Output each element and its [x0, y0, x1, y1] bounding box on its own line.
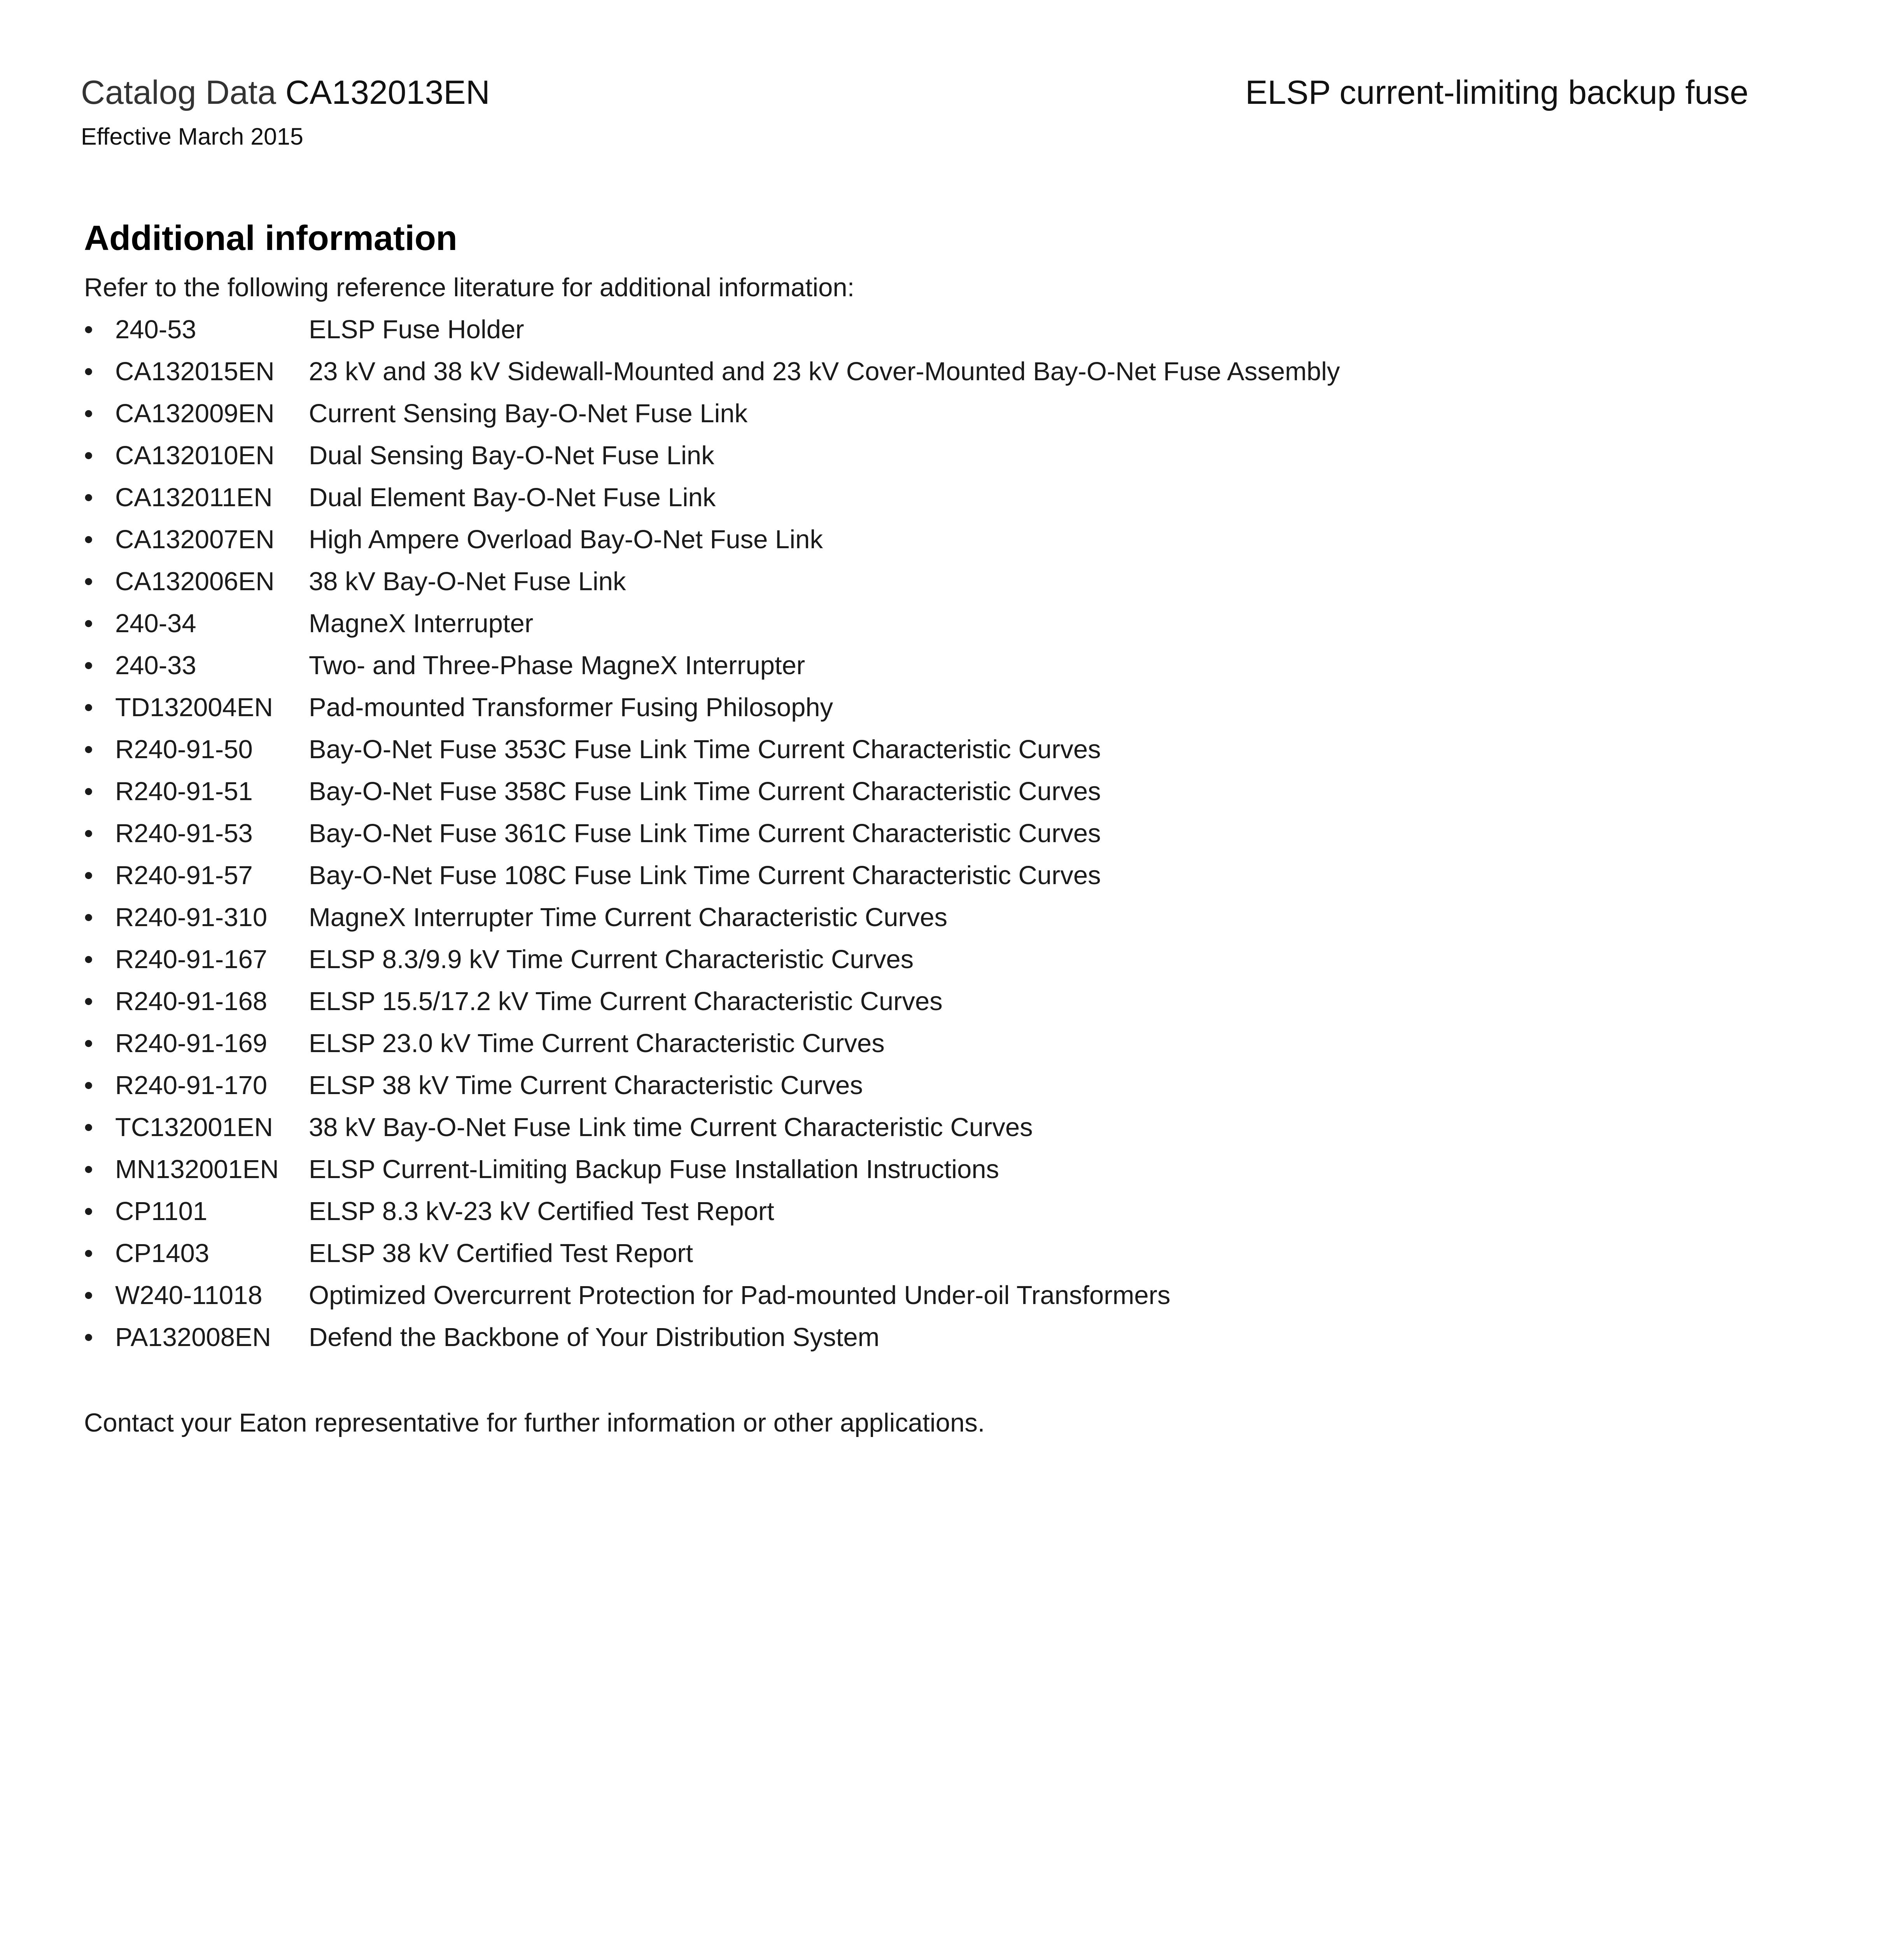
bullet-icon: •: [84, 315, 93, 344]
reference-code: 240-34: [115, 609, 196, 638]
reference-code: R240-91-168: [115, 987, 268, 1016]
reference-code: R240-91-51: [115, 777, 253, 806]
catalog-number: CA132013EN: [285, 74, 490, 111]
section-title: Additional information: [84, 219, 457, 258]
bullet-icon: •: [84, 441, 93, 470]
reference-code: CA132006EN: [115, 567, 275, 596]
reference-code: CA132015EN: [115, 357, 275, 386]
reference-description: Bay-O-Net Fuse 361C Fuse Link Time Current Characteristic Curves: [309, 819, 1101, 848]
reference-description: ELSP Fuse Holder: [309, 315, 524, 344]
reference-code: 240-53: [115, 315, 196, 344]
reference-code: MN132001EN: [115, 1155, 279, 1184]
reference-description: ELSP 38 kV Certified Test Report: [309, 1239, 693, 1268]
catalog-header: [81, 73, 490, 112]
reference-code: CA132009EN: [115, 399, 275, 428]
reference-description: MagneX Interrupter Time Current Characteristic Curves: [309, 903, 948, 932]
reference-code: R240-91-50: [115, 735, 253, 764]
reference-code: 240-33: [115, 651, 196, 680]
reference-code: CP1403: [115, 1239, 210, 1268]
reference-description: MagneX Interrupter: [309, 609, 534, 638]
reference-code: W240-11018: [115, 1281, 262, 1310]
reference-description: ELSP 8.3/9.9 kV Time Current Characteristic Curves: [309, 945, 914, 974]
intro-text: Refer to the following reference literature for additional information:: [84, 273, 855, 302]
contact-note: Contact your Eaton representative for further information or other applications.: [84, 1408, 985, 1437]
reference-code: CA132010EN: [115, 441, 275, 470]
reference-code: R240-91-310: [115, 903, 268, 932]
reference-description: Dual Sensing Bay-O-Net Fuse Link: [309, 441, 714, 470]
reference-code: R240-91-167: [115, 945, 268, 974]
bullet-icon: •: [84, 609, 93, 638]
reference-code: R240-91-53: [115, 819, 253, 848]
reference-description: Pad-mounted Transformer Fusing Philosophy: [309, 693, 833, 722]
bullet-icon: •: [84, 945, 93, 974]
reference-description: High Ampere Overload Bay-O-Net Fuse Link: [309, 525, 823, 554]
product-title: ELSP current-limiting backup fuse: [1245, 74, 1748, 111]
bullet-icon: •: [84, 1071, 93, 1100]
reference-description: ELSP 23.0 kV Time Current Characteristic Curves: [309, 1029, 885, 1058]
bullet-icon: •: [84, 525, 93, 554]
bullet-icon: •: [84, 651, 93, 680]
reference-description: Bay-O-Net Fuse 108C Fuse Link Time Current Characteristic Curves: [309, 861, 1101, 890]
bullet-icon: •: [84, 903, 93, 932]
bullet-icon: •: [84, 1029, 93, 1058]
reference-code: R240-91-170: [115, 1071, 268, 1100]
reference-description: 38 kV Bay-O-Net Fuse Link: [309, 567, 626, 596]
bullet-icon: •: [84, 861, 93, 890]
bullet-icon: •: [84, 1155, 93, 1184]
reference-description: Optimized Overcurrent Protection for Pad-mounted Under-oil Transformers: [309, 1281, 1171, 1310]
bullet-icon: •: [84, 735, 93, 764]
bullet-icon: •: [84, 1239, 93, 1268]
reference-description: Current Sensing Bay-O-Net Fuse Link: [309, 399, 748, 428]
reference-description: Bay-O-Net Fuse 358C Fuse Link Time Current Characteristic Curves: [309, 777, 1101, 806]
bullet-icon: •: [84, 1197, 93, 1226]
reference-description: 38 kV Bay-O-Net Fuse Link time Current Characteristic Curves: [309, 1113, 1033, 1142]
reference-code: CA132011EN: [115, 483, 273, 512]
reference-description: Two- and Three-Phase MagneX Interrupter: [309, 651, 805, 680]
reference-description: ELSP 15.5/17.2 kV Time Current Characteristic Curves: [309, 987, 943, 1016]
bullet-icon: •: [84, 1281, 93, 1310]
bullet-icon: •: [84, 357, 93, 386]
reference-code: PA132008EN: [115, 1323, 271, 1352]
reference-code: R240-91-169: [115, 1029, 268, 1058]
reference-code: TC132001EN: [115, 1113, 273, 1142]
bullet-icon: •: [84, 819, 93, 848]
reference-description: Defend the Backbone of Your Distribution System: [309, 1323, 880, 1352]
reference-code: TD132004EN: [115, 693, 273, 722]
reference-description: 23 kV and 38 kV Sidewall-Mounted and 23 kV Cover-Mounted Bay-O-Net Fuse Assembly: [309, 357, 1340, 386]
bullet-icon: •: [84, 399, 93, 428]
catalog-label: Catalog Data: [81, 74, 276, 111]
bullet-icon: •: [84, 483, 93, 512]
reference-code: CP1101: [115, 1197, 208, 1226]
bullet-icon: •: [84, 987, 93, 1016]
reference-code: R240-91-57: [115, 861, 253, 890]
reference-description: ELSP 38 kV Time Current Characteristic Curves: [309, 1071, 863, 1100]
reference-description: ELSP 8.3 kV-23 kV Certified Test Report: [309, 1197, 774, 1226]
bullet-icon: •: [84, 567, 93, 596]
bullet-icon: •: [84, 777, 93, 806]
reference-description: Bay-O-Net Fuse 353C Fuse Link Time Current Characteristic Curves: [309, 735, 1101, 764]
bullet-icon: •: [84, 1323, 93, 1352]
reference-description: ELSP Current-Limiting Backup Fuse Installation Instructions: [309, 1155, 999, 1184]
effective-date: Effective March 2015: [81, 123, 303, 150]
reference-code: CA132007EN: [115, 525, 275, 554]
bullet-icon: •: [84, 1113, 93, 1142]
reference-description: Dual Element Bay-O-Net Fuse Link: [309, 483, 716, 512]
bullet-icon: •: [84, 693, 93, 722]
